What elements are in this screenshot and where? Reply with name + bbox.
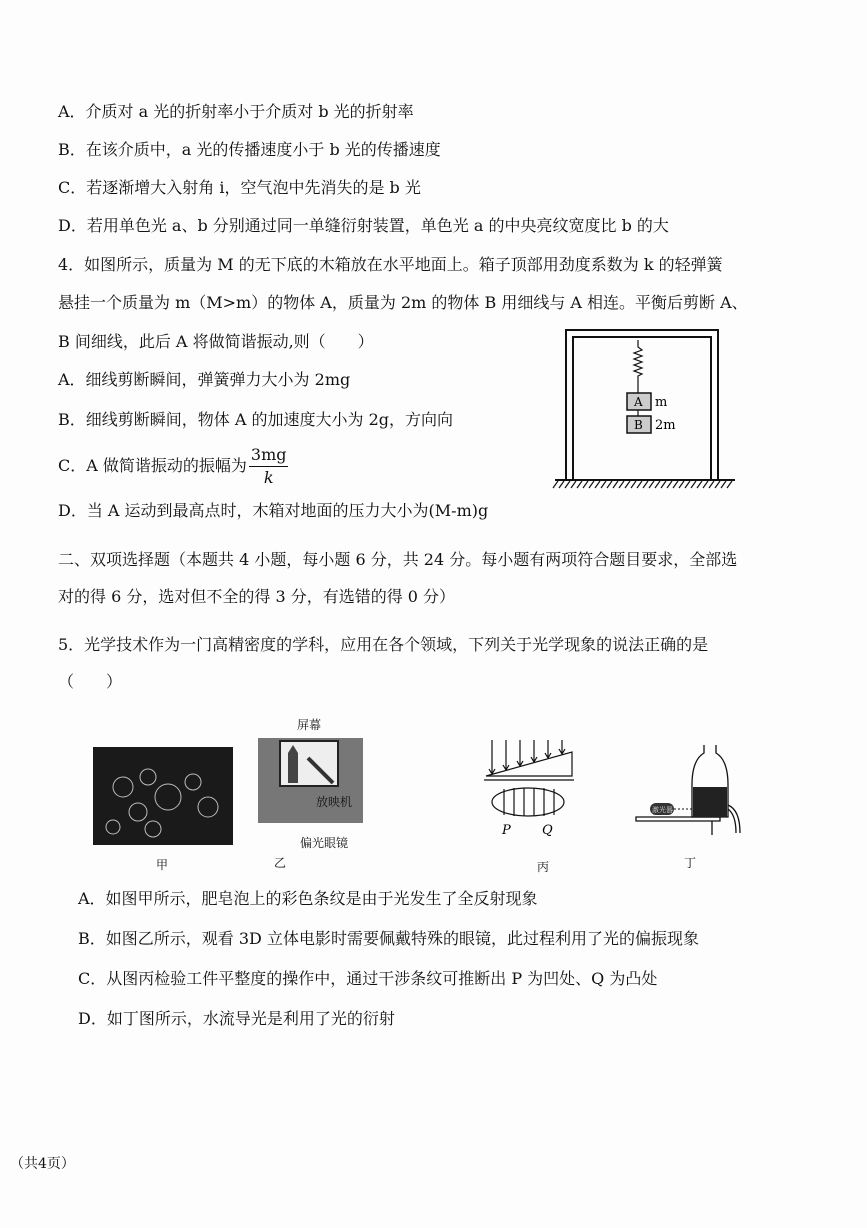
amplitude-fraction (249, 444, 289, 489)
fraction-denominator: k (263, 468, 274, 487)
q4-option-d: D．当 A 运动到最高点时，木箱对地面的压力大小为(M-m)g (58, 501, 489, 520)
q5-option-a: A．如图甲所示，肥皂泡上的彩色条纹是由于光发生了全反射现象 (78, 889, 538, 908)
q5-option-c: C．从图丙检验工件平整度的操作中，通过干涉条纹可推断出 P 为凹处、Q 为凸处 (78, 969, 658, 988)
polarized-glasses-label: 偏光眼镜 (300, 836, 349, 850)
q5-stem-2: （ ） (58, 672, 123, 691)
figure-label-bing: 丙 (537, 860, 550, 874)
q4-stem-2: 悬挂一个质量为 m（M>m）的物体 A，质量为 2m 的物体 B 用细线与 A 相连。平衡后剪断 A、 (58, 293, 748, 312)
figure-label-yi: 乙 (274, 856, 287, 870)
q3-option-d: D．若用单色光 a、b 分别通过同一单缝衍射装置，单色光 a 的中央亮纹宽度比 b 的大 (58, 216, 669, 235)
block-a-label: A (634, 395, 643, 409)
screen-label: 屏幕 (297, 718, 322, 732)
q4-option-b: B．细线剪断瞬间，物体 A 的加速度大小为 2g，方向向 (58, 410, 453, 429)
q4-option-c-prefix: C．A 做简谐振动的振幅为 (58, 456, 247, 475)
projector-label: 放映机 (316, 795, 353, 809)
q5-option-d: D．如丁图所示，水流导光是利用了光的衍射 (78, 1009, 395, 1028)
point-p-label: P (502, 823, 511, 838)
section2-heading-2: 对的得 6 分，选对但不全的得 3 分，有选错的得 0 分） (58, 587, 456, 606)
q4-stem-1: 4．如图所示，质量为 M 的无下底的木箱放在水平地面上。箱子顶部用劲度系数为 k 的轻弹簧 (58, 255, 723, 274)
q4-option-c (58, 444, 288, 489)
3d-cinema-photo (258, 738, 363, 823)
section2-heading-1: 二、双项选择题（本题共 4 小题，每小题 6 分，共 24 分。每小题有两项符合题目要求，全部选 (58, 550, 738, 569)
q5-option-b: B．如图乙所示，观看 3D 立体电影时需要佩戴特殊的眼镜，此过程利用了光的偏振现象 (78, 929, 699, 948)
mass-a-label: m (655, 395, 668, 410)
q5-stem-1: 5．光学技术作为一门高精密度的学科，应用在各个领域，下列关于光学现象的说法正确的是 (58, 635, 709, 654)
mass-b-label: 2m (655, 418, 676, 433)
q3-option-b: B．在该介质中，a 光的传播速度小于 b 光的传播速度 (58, 140, 441, 159)
interference-flatness-figure (480, 740, 580, 840)
figure-label-jia: 甲 (156, 858, 169, 872)
point-q-label: Q (542, 823, 553, 838)
q3-option-c: C．若逐渐增大入射角 i，空气泡中先消失的是 b 光 (58, 178, 421, 197)
page-footer: （共4页） (10, 1156, 75, 1172)
water-light-guide-figure (632, 745, 742, 835)
spring-box-figure (550, 325, 740, 490)
laser-label: 激光器 (652, 806, 673, 814)
fraction-numerator: 3mg (249, 444, 289, 467)
figure-label-ding: 丁 (684, 856, 697, 870)
block-b-label: B (634, 418, 643, 432)
q3-option-a: A．介质对 a 光的折射率小于介质对 b 光的折射率 (58, 102, 414, 121)
soap-bubble-photo (93, 747, 233, 845)
q4-option-a: A．细线剪断瞬间，弹簧弹力大小为 2mg (58, 370, 351, 389)
q4-stem-3: B 间细线，此后 A 将做简谐振动,则（ ） (58, 332, 374, 351)
